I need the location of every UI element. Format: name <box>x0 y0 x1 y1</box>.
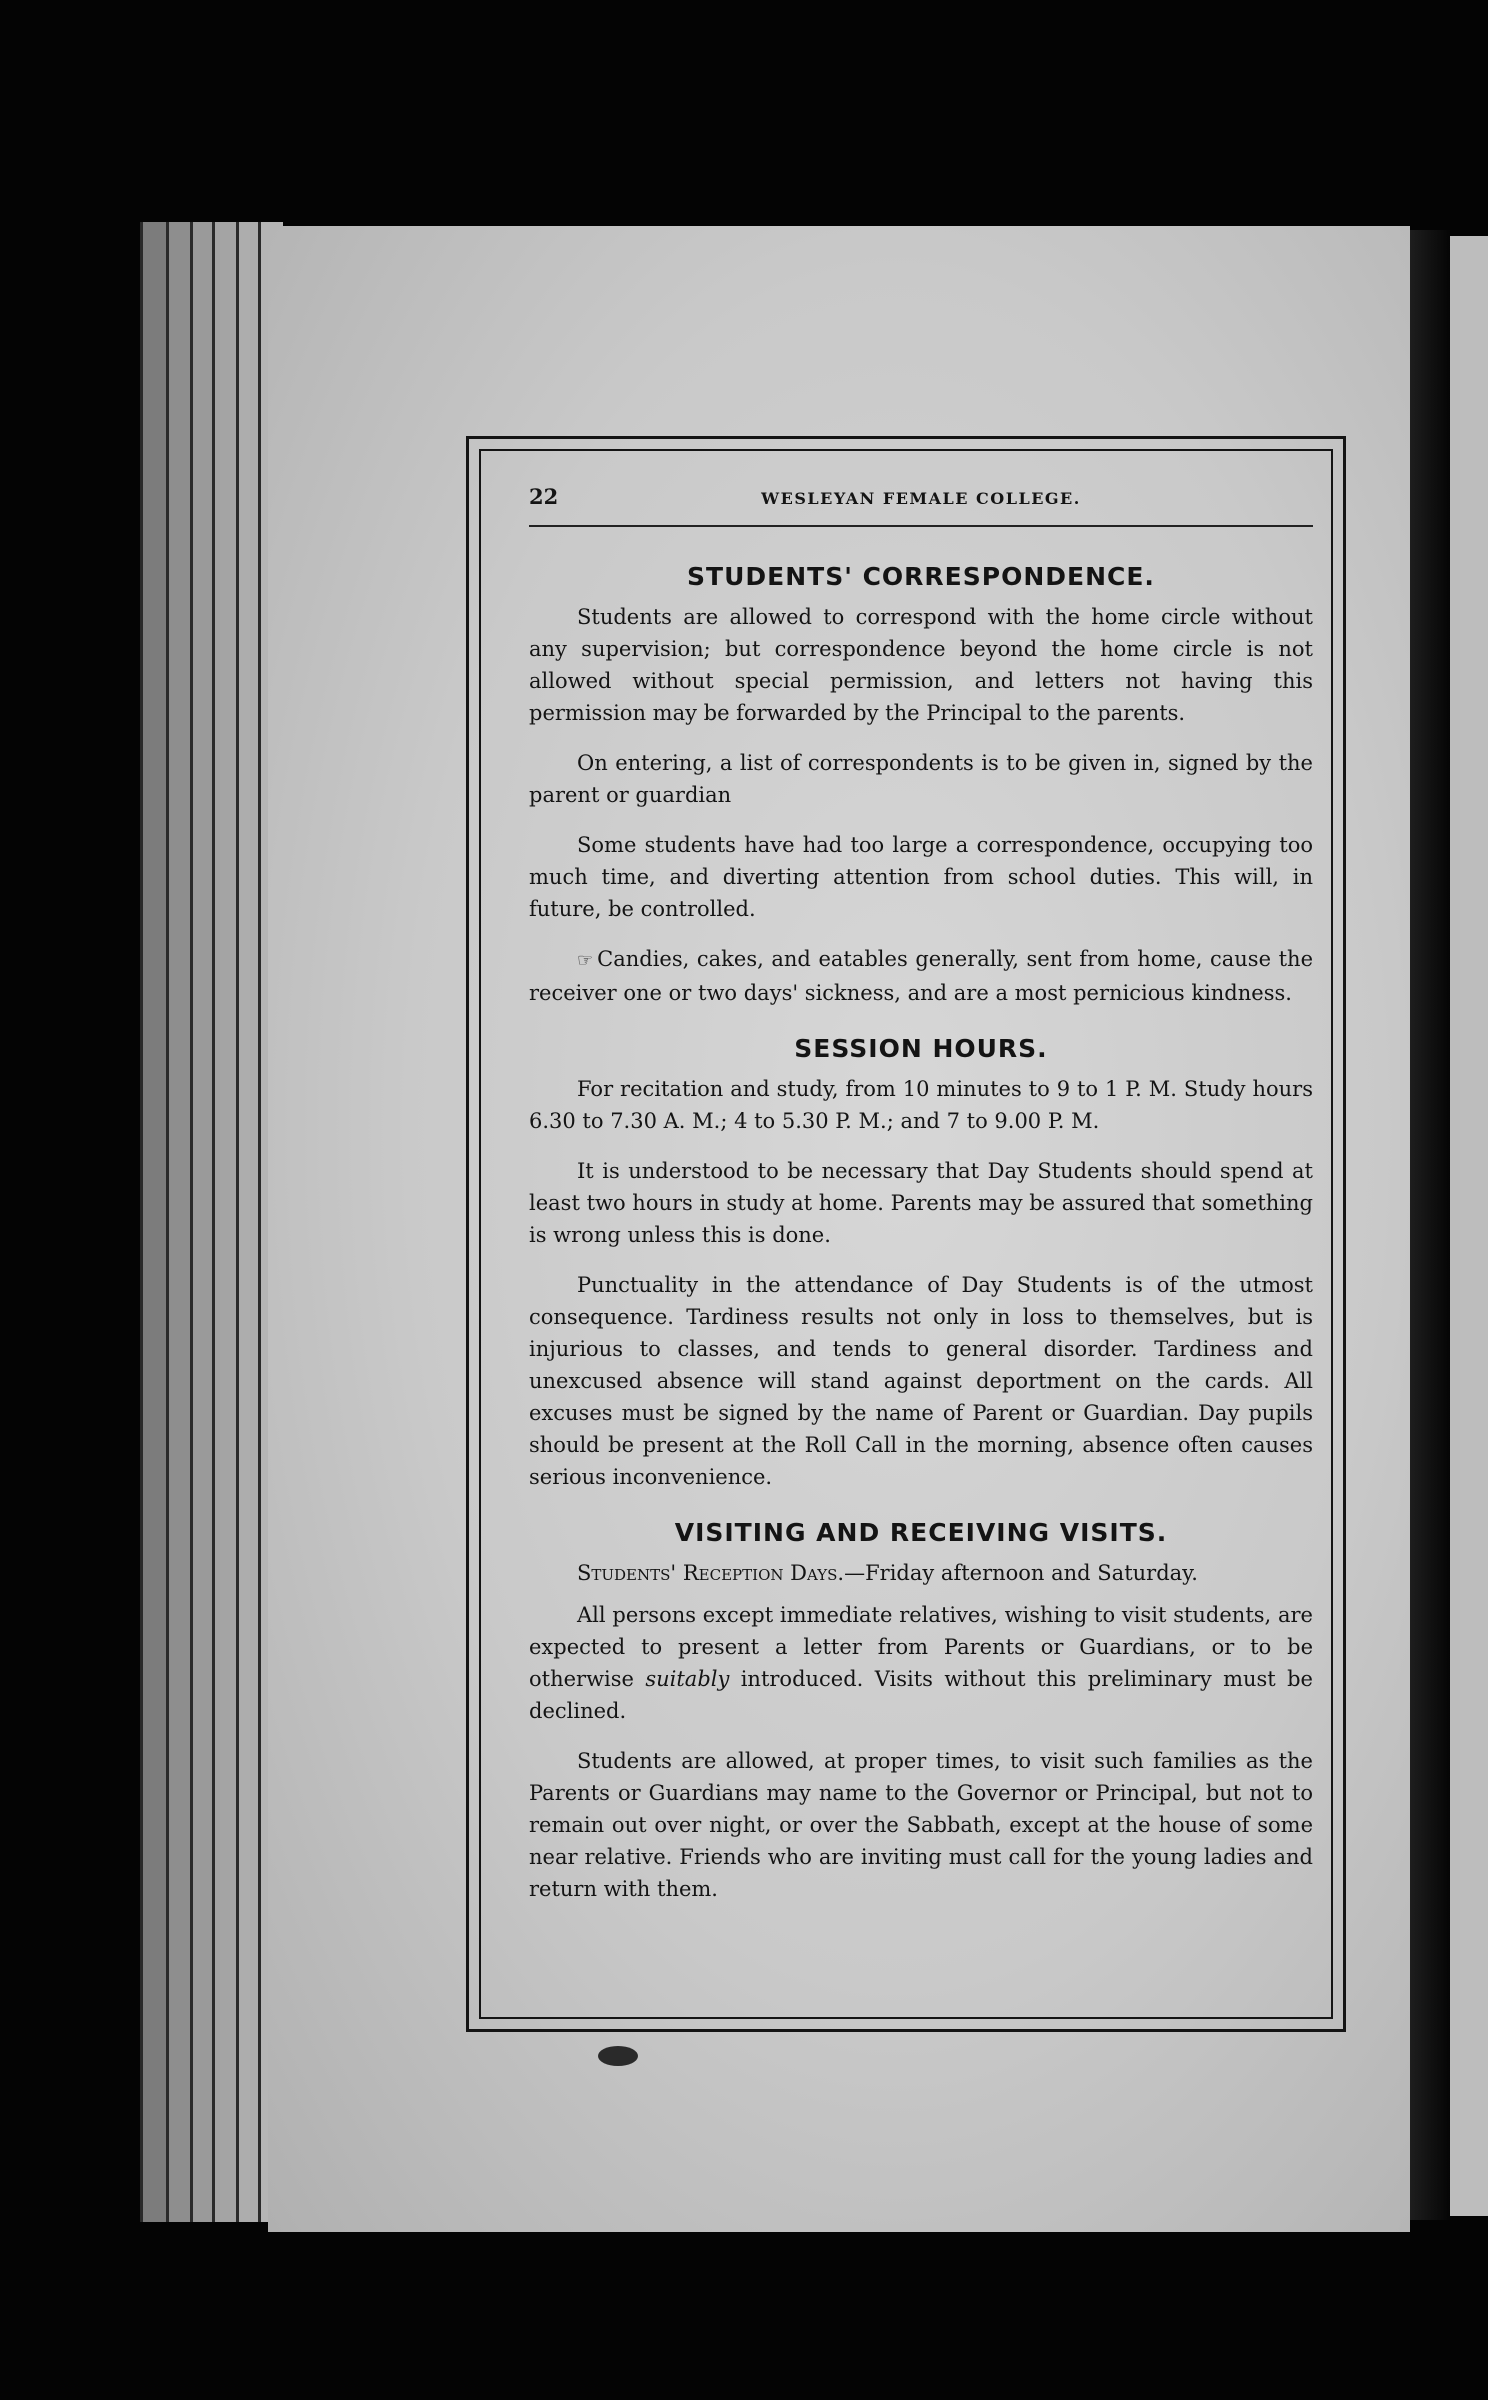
reception-days-value: —Friday afternoon and Saturday. <box>844 1561 1198 1585</box>
page-content <box>529 481 1313 1923</box>
reception-days <box>529 1557 1313 1589</box>
paragraph: It is understood to be necessary that Day Students should spend at least two hours in study at home. Parents may be assured that something is wrong unless this is done. <box>529 1159 1313 1247</box>
heading-session-hours: SESSION HOURS. <box>794 1034 1048 1063</box>
paragraph-text: Candies, cakes, and eatables generally, sent from home, cause the receiver one or two days' sickness, and are a most pernicious kindness. <box>529 947 1313 1005</box>
paragraph-text: introduced. Visits without this preliminary must be declined. <box>529 1667 1313 1723</box>
paragraph-visits <box>529 1599 1313 1727</box>
header-rule <box>529 525 1313 527</box>
ink-smudge <box>598 2046 638 2066</box>
paragraph: Students are allowed to correspond with the home circle without any supervision; but correspondence beyond the home circle is not allowed without special permission, and letters not having this permission may be forwarded by the Principal to the parents. <box>529 605 1313 725</box>
emphasis-suitably: suitably <box>645 1667 730 1691</box>
page-border-outer <box>466 436 1346 2032</box>
facing-page-edge <box>1450 236 1488 2216</box>
paragraph-text: All persons except immediate relatives, wishing to visit students, are expected to present a letter from Parents or Guardians, or to be otherwise <box>529 1603 1313 1691</box>
stacked-page-edges <box>140 222 280 2222</box>
paragraph: Some students have had too large a correspondence, occupying too much time, and diverting attention from school duties. This will, in future, be controlled. <box>529 833 1313 921</box>
reception-days-label: Students' Reception Days. <box>577 1561 845 1585</box>
page-number: 22 <box>529 484 559 509</box>
running-head-title: WESLEYAN FEMALE COLLEGE. <box>761 489 1081 508</box>
page-edge <box>140 222 169 2222</box>
running-head <box>529 481 1313 521</box>
pointing-hand-icon: ☞ <box>577 950 594 971</box>
paragraph-candies <box>529 943 1313 1009</box>
page-border-inner <box>479 449 1333 2019</box>
book-gutter <box>1410 230 1450 2220</box>
paragraph: Punctuality in the attendance of Day Students is of the utmost consequence. Tardiness results not only in loss to themselves, but is injurious to classes, and tends to general disorder. Tardiness and unexcused absence will stand against deportment on the cards. All excuses must be signed by the name of Parent or Guardian. Day pupils should be present at the Roll Call in the morning, absence often causes serious inconvenience. <box>529 1273 1313 1489</box>
heading-visiting: VISITING AND RECEIVING VISITS. <box>674 1518 1168 1547</box>
heading-correspondence: STUDENTS' CORRESPONDENCE. <box>687 562 1155 591</box>
paragraph: Students are allowed, at proper times, to visit such families as the Parents or Guardians may name to the Governor or Principal, but not to remain out over night, or over the Sabbath, except at the house of some near relative. Friends who are inviting must call for the young ladies and return with them. <box>529 1749 1313 1901</box>
paragraph: For recitation and study, from 10 minutes to 9 to 1 P. M. Study hours 6.30 to 7.30 A. M.; 4 to 5.30 P. M.; and 7 to 9.00 P. M. <box>529 1077 1313 1133</box>
page-edge <box>212 222 239 2222</box>
paragraph: On entering, a list of correspondents is to be given in, signed by the parent or guardian <box>529 751 1313 807</box>
page-edge <box>166 222 193 2222</box>
